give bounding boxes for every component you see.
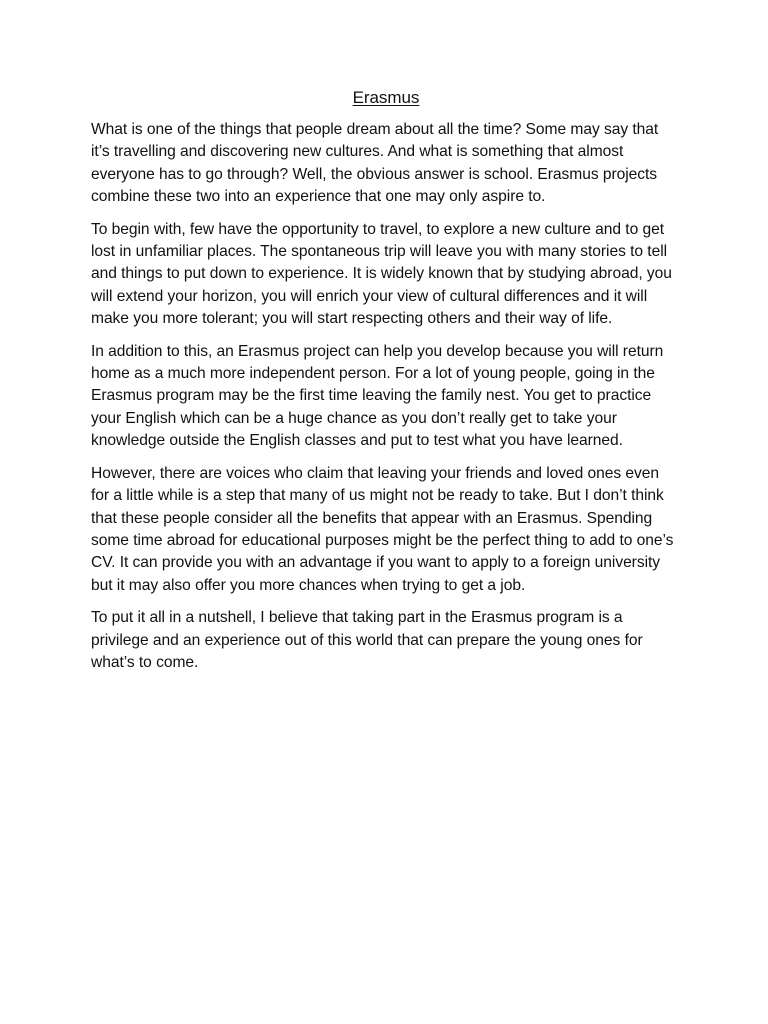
document-title: Erasmus	[352, 88, 420, 107]
paragraph-2: To begin with, few have the opportunity to travel, to explore a new culture and to get lost in unfamiliar places. The spontaneous trip will leave you with many stories to tell and things to put down to experience. It is widely known that by studying abroad, you will extend your horizon, you will enrich your view of cultural differences and it will make you more tolerant; you will start respecting others and their way of life.	[91, 220, 672, 328]
paragraph-3: In addition to this, an Erasmus project can help you develop because you will return home as a much more independent person. For a lot of young people, going in the Erasmus program may be the first time leaving the family nest. You get to practice your English which can be a huge chance as you don’t really get to take your knowledge outside the English classes and put to test what you have learned.	[91, 342, 664, 450]
document-body	[91, 86, 681, 684]
paragraph-1: What is one of the things that people dream about all the time? Some may say that it’s travelling and discovering new cultures. And what is something that almost everyone has to go through? Well, the obvious answer is school. Erasmus projects combine these two into an experience that one may only aspire to.	[91, 121, 659, 206]
paragraph-4: However, there are voices who claim that leaving your friends and loved ones even for a little while is a step that many of us might not be ready to take. But I don’t think that these people consider all the benefits that appear with an Erasmus. Spending some time abroad for educational purposes might be the perfect thing to add to one’s CV. It can provide you with an advantage if you want to apply to a foreign university but it may also offer you more chances when trying to get a job.	[91, 464, 674, 594]
paragraph-5: To put it all in a nutshell, I believe that taking part in the Erasmus program is a privilege and an experience out of this world that can prepare the young ones for what’s to come.	[91, 609, 643, 671]
